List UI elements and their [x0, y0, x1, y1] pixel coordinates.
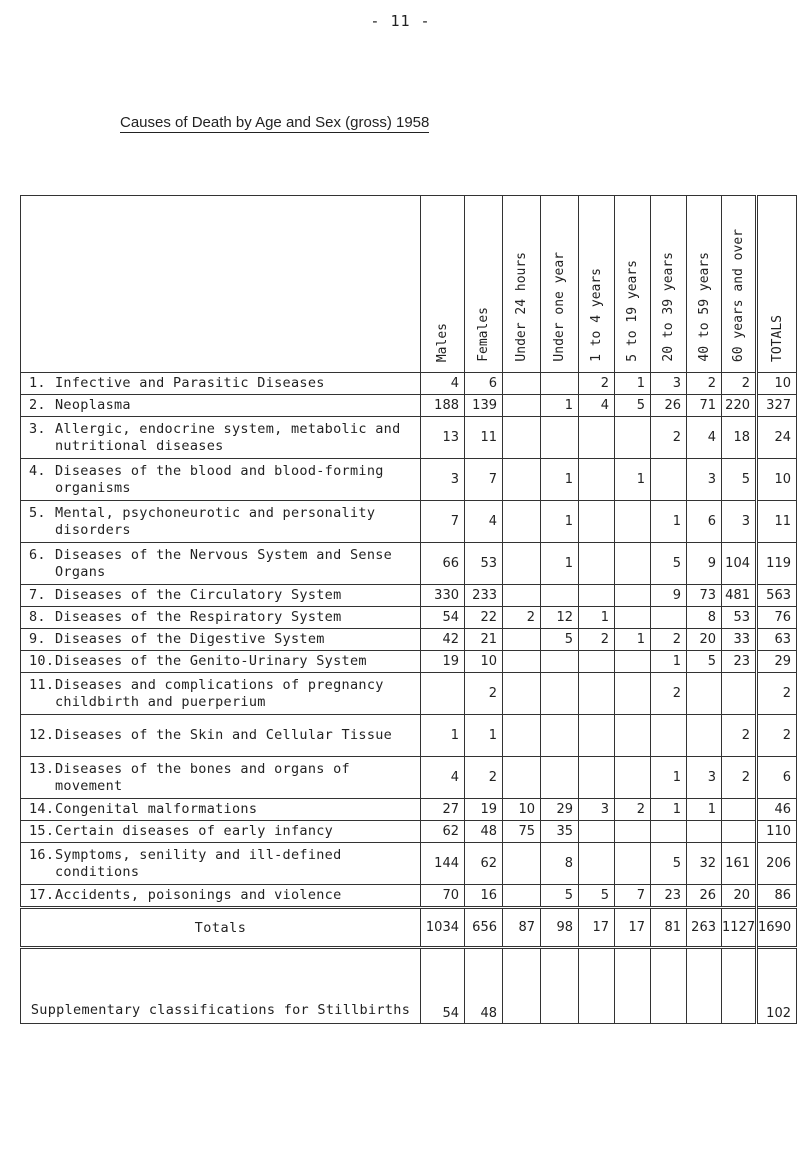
supplementary-value-cell — [615, 948, 651, 1024]
supplementary-value-cell — [687, 948, 722, 1024]
cause-label: Diseases of the Skin and Cellular Tissue — [55, 727, 393, 743]
value-cell: 327 — [757, 395, 797, 417]
value-cell: 1 — [651, 757, 687, 799]
value-cell: 22 — [465, 607, 503, 629]
value-cell: 8 — [541, 843, 579, 885]
value-cell: 5 — [722, 459, 757, 501]
value-cell — [503, 501, 541, 543]
table-body — [21, 373, 797, 1024]
value-cell — [615, 757, 651, 799]
value-cell: 19 — [421, 651, 465, 673]
table-row — [21, 757, 797, 799]
cause-number: 17. — [29, 887, 55, 903]
value-cell: 220 — [722, 395, 757, 417]
value-cell: 33 — [722, 629, 757, 651]
cause-label: Symptoms, senility and ill-defined conditions — [55, 846, 342, 880]
value-cell: 206 — [757, 843, 797, 885]
table-row — [21, 543, 797, 585]
value-cell — [503, 585, 541, 607]
table-row — [21, 501, 797, 543]
value-cell: 73 — [687, 585, 722, 607]
cause-label: Diseases of the Circulatory System — [55, 587, 342, 603]
value-cell — [579, 651, 615, 673]
value-cell: 21 — [465, 629, 503, 651]
column-header-label: 5 to 19 years — [625, 260, 640, 362]
value-cell: 9 — [651, 585, 687, 607]
value-cell: 46 — [757, 799, 797, 821]
value-cell: 7 — [615, 885, 651, 908]
value-cell — [579, 757, 615, 799]
value-cell — [579, 585, 615, 607]
value-cell: 23 — [651, 885, 687, 908]
value-cell: 16 — [465, 885, 503, 908]
value-cell: 1 — [541, 543, 579, 585]
value-cell: 1 — [615, 629, 651, 651]
supplementary-value-cell: 48 — [465, 948, 503, 1024]
supplementary-value-cell — [503, 948, 541, 1024]
value-cell: 2 — [615, 799, 651, 821]
supplementary-value-cell: 102 — [757, 948, 797, 1024]
column-header — [541, 196, 579, 373]
cause-cell — [21, 373, 421, 395]
cause-label: Neoplasma — [55, 397, 131, 413]
cause-cell — [21, 607, 421, 629]
column-header — [757, 196, 797, 373]
value-cell: 2 — [651, 629, 687, 651]
cause-number: 1. — [29, 375, 46, 391]
total-value-cell: 87 — [503, 908, 541, 948]
cause-label: Allergic, endocrine system, metabolic and nutritional diseases — [55, 420, 401, 454]
cause-label: Congenital malformations — [55, 801, 258, 817]
value-cell: 1 — [651, 799, 687, 821]
value-cell: 7 — [421, 501, 465, 543]
value-cell — [541, 373, 579, 395]
value-cell: 13 — [421, 417, 465, 459]
value-cell: 19 — [465, 799, 503, 821]
value-cell — [687, 715, 722, 757]
header-blank-cell — [21, 196, 421, 373]
column-header-label: TOTALS — [769, 315, 785, 362]
value-cell: 233 — [465, 585, 503, 607]
cause-label: Diseases of the bones and organs of movement — [55, 760, 350, 794]
value-cell: 3 — [687, 757, 722, 799]
total-value-cell: 1690 — [757, 908, 797, 948]
value-cell: 42 — [421, 629, 465, 651]
value-cell: 2 — [757, 715, 797, 757]
value-cell: 53 — [465, 543, 503, 585]
column-header-label: 20 to 39 years — [661, 252, 676, 362]
table-row — [21, 373, 797, 395]
cause-number: 3. — [29, 420, 46, 437]
cause-cell — [21, 417, 421, 459]
value-cell: 1 — [421, 715, 465, 757]
value-cell: 70 — [421, 885, 465, 908]
value-cell — [579, 715, 615, 757]
column-header — [615, 196, 651, 373]
value-cell — [579, 673, 615, 715]
value-cell: 481 — [722, 585, 757, 607]
table-row — [21, 885, 797, 908]
supplementary-value-cell — [541, 948, 579, 1024]
totals-label: Totals — [21, 908, 421, 948]
value-cell — [722, 821, 757, 843]
table-row — [21, 651, 797, 673]
value-cell: 119 — [757, 543, 797, 585]
value-cell — [615, 417, 651, 459]
cause-label: Diseases of the blood and blood-forming organisms — [55, 462, 384, 496]
cause-cell — [21, 673, 421, 715]
cause-number: 8. — [29, 609, 46, 625]
value-cell — [503, 673, 541, 715]
header-row — [21, 196, 797, 373]
value-cell — [503, 459, 541, 501]
value-cell — [687, 673, 722, 715]
value-cell: 3 — [421, 459, 465, 501]
value-cell: 27 — [421, 799, 465, 821]
cause-cell — [21, 843, 421, 885]
cause-label: Accidents, poisonings and violence — [55, 887, 342, 903]
page-title: Causes of Death by Age and Sex (gross) 1958 — [120, 114, 430, 131]
value-cell — [615, 501, 651, 543]
table-row — [21, 417, 797, 459]
value-cell: 330 — [421, 585, 465, 607]
value-cell: 10 — [503, 799, 541, 821]
total-value-cell: 656 — [465, 908, 503, 948]
value-cell: 76 — [757, 607, 797, 629]
value-cell: 110 — [757, 821, 797, 843]
value-cell: 2 — [579, 373, 615, 395]
value-cell — [615, 673, 651, 715]
value-cell: 2 — [722, 757, 757, 799]
cause-number: 12. — [29, 727, 55, 743]
value-cell — [503, 629, 541, 651]
value-cell — [503, 757, 541, 799]
value-cell: 1 — [615, 373, 651, 395]
supplementary-row — [21, 948, 797, 1024]
value-cell: 35 — [541, 821, 579, 843]
page-number: - 11 - — [370, 12, 431, 30]
value-cell: 26 — [651, 395, 687, 417]
value-cell: 10 — [757, 459, 797, 501]
cause-cell — [21, 757, 421, 799]
value-cell — [541, 417, 579, 459]
cause-label: Diseases of the Respiratory System — [55, 609, 342, 625]
value-cell: 6 — [465, 373, 503, 395]
value-cell: 1 — [465, 715, 503, 757]
table-row — [21, 843, 797, 885]
table-row — [21, 799, 797, 821]
value-cell — [579, 459, 615, 501]
value-cell: 3 — [722, 501, 757, 543]
value-cell — [503, 395, 541, 417]
value-cell — [579, 843, 615, 885]
value-cell — [651, 715, 687, 757]
table-row — [21, 629, 797, 651]
cause-number: 4. — [29, 462, 46, 479]
cause-number: 5. — [29, 504, 46, 521]
value-cell: 5 — [651, 543, 687, 585]
cause-number: 13. — [29, 760, 55, 777]
value-cell — [615, 585, 651, 607]
value-cell: 2 — [579, 629, 615, 651]
table-row — [21, 673, 797, 715]
table-row — [21, 395, 797, 417]
value-cell: 5 — [541, 629, 579, 651]
cause-number: 11. — [29, 676, 55, 693]
value-cell — [615, 715, 651, 757]
cause-cell — [21, 799, 421, 821]
value-cell — [579, 821, 615, 843]
value-cell: 1 — [651, 501, 687, 543]
supplementary-value-cell — [651, 948, 687, 1024]
cause-cell — [21, 715, 421, 757]
value-cell: 161 — [722, 843, 757, 885]
value-cell: 4 — [421, 757, 465, 799]
value-cell: 62 — [465, 843, 503, 885]
table-row — [21, 459, 797, 501]
value-cell: 4 — [421, 373, 465, 395]
column-header-label: 40 to 59 years — [696, 252, 712, 362]
column-header — [722, 196, 757, 373]
value-cell — [503, 843, 541, 885]
value-cell: 5 — [651, 843, 687, 885]
value-cell — [579, 417, 615, 459]
totals-row — [21, 908, 797, 948]
value-cell — [541, 715, 579, 757]
value-cell — [503, 885, 541, 908]
value-cell: 9 — [687, 543, 722, 585]
cause-cell — [21, 821, 421, 843]
column-header-label: Under 24 hours — [514, 252, 529, 362]
value-cell: 1 — [615, 459, 651, 501]
value-cell: 2 — [687, 373, 722, 395]
value-cell: 71 — [687, 395, 722, 417]
value-cell: 20 — [687, 629, 722, 651]
value-cell: 2 — [757, 673, 797, 715]
total-value-cell: 17 — [615, 908, 651, 948]
value-cell: 1 — [651, 651, 687, 673]
column-header-label: Females — [476, 307, 491, 362]
value-cell — [722, 799, 757, 821]
column-header-label: Males — [435, 322, 450, 362]
value-cell — [541, 651, 579, 673]
value-cell: 1 — [579, 607, 615, 629]
column-header-label: 1 to 4 years — [589, 268, 604, 362]
value-cell: 53 — [722, 607, 757, 629]
value-cell — [503, 417, 541, 459]
causes-of-death-table — [20, 195, 797, 1024]
cause-cell — [21, 651, 421, 673]
table-row — [21, 715, 797, 757]
value-cell: 5 — [541, 885, 579, 908]
value-cell — [651, 607, 687, 629]
value-cell: 2 — [465, 673, 503, 715]
value-cell — [541, 673, 579, 715]
cause-label: Diseases and complications of pregnancy childbirth and puerperium — [55, 676, 384, 710]
value-cell: 23 — [722, 651, 757, 673]
cause-cell — [21, 459, 421, 501]
supplementary-value-cell — [722, 948, 757, 1024]
value-cell: 7 — [465, 459, 503, 501]
total-value-cell: 98 — [541, 908, 579, 948]
value-cell — [615, 843, 651, 885]
table-row — [21, 607, 797, 629]
cause-cell — [21, 543, 421, 585]
value-cell: 6 — [687, 501, 722, 543]
value-cell: 3 — [579, 799, 615, 821]
column-header — [503, 196, 541, 373]
value-cell — [503, 651, 541, 673]
value-cell: 20 — [722, 885, 757, 908]
value-cell: 11 — [757, 501, 797, 543]
cause-label: Infective and Parasitic Diseases — [55, 375, 325, 391]
value-cell: 1 — [541, 501, 579, 543]
value-cell: 86 — [757, 885, 797, 908]
value-cell — [651, 459, 687, 501]
value-cell: 12 — [541, 607, 579, 629]
cause-label: Certain diseases of early infancy — [55, 823, 334, 839]
column-header — [687, 196, 722, 373]
column-header — [579, 196, 615, 373]
column-header-label: Under one year — [552, 252, 567, 362]
value-cell — [615, 651, 651, 673]
value-cell: 8 — [687, 607, 722, 629]
table-row — [21, 585, 797, 607]
value-cell: 3 — [687, 459, 722, 501]
supplementary-label: Supplementary classifications for Stillbirths — [21, 948, 421, 1024]
value-cell: 66 — [421, 543, 465, 585]
total-value-cell: 1127 — [722, 908, 757, 948]
value-cell: 6 — [757, 757, 797, 799]
cause-number: 9. — [29, 631, 46, 647]
value-cell: 4 — [579, 395, 615, 417]
value-cell — [687, 821, 722, 843]
value-cell: 3 — [651, 373, 687, 395]
cause-number: 10. — [29, 653, 55, 669]
value-cell: 188 — [421, 395, 465, 417]
value-cell: 144 — [421, 843, 465, 885]
value-cell — [615, 821, 651, 843]
column-header-label: 60 years and over — [731, 228, 746, 362]
value-cell: 63 — [757, 629, 797, 651]
cause-number: 15. — [29, 823, 55, 839]
value-cell: 62 — [421, 821, 465, 843]
value-cell — [722, 673, 757, 715]
value-cell: 4 — [465, 501, 503, 543]
value-cell: 11 — [465, 417, 503, 459]
value-cell: 75 — [503, 821, 541, 843]
value-cell: 48 — [465, 821, 503, 843]
total-value-cell: 1034 — [421, 908, 465, 948]
column-header — [651, 196, 687, 373]
cause-cell — [21, 501, 421, 543]
column-header — [421, 196, 465, 373]
value-cell: 10 — [757, 373, 797, 395]
supplementary-value-cell: 54 — [421, 948, 465, 1024]
value-cell: 1 — [541, 395, 579, 417]
column-header — [465, 196, 503, 373]
cause-number: 14. — [29, 801, 55, 817]
total-value-cell: 17 — [579, 908, 615, 948]
value-cell: 1 — [687, 799, 722, 821]
cause-cell — [21, 885, 421, 908]
value-cell — [541, 757, 579, 799]
value-cell — [503, 373, 541, 395]
value-cell: 10 — [465, 651, 503, 673]
value-cell — [541, 585, 579, 607]
supplementary-value-cell — [579, 948, 615, 1024]
cause-label: Diseases of the Genito-Urinary System — [55, 653, 367, 669]
value-cell: 29 — [541, 799, 579, 821]
value-cell — [503, 543, 541, 585]
value-cell: 2 — [722, 715, 757, 757]
value-cell: 139 — [465, 395, 503, 417]
cause-number: 2. — [29, 397, 46, 413]
value-cell — [579, 501, 615, 543]
value-cell: 5 — [579, 885, 615, 908]
value-cell: 2 — [651, 673, 687, 715]
value-cell: 18 — [722, 417, 757, 459]
value-cell: 104 — [722, 543, 757, 585]
cause-cell — [21, 629, 421, 651]
value-cell: 32 — [687, 843, 722, 885]
cause-number: 6. — [29, 546, 46, 563]
value-cell: 2 — [465, 757, 503, 799]
value-cell: 24 — [757, 417, 797, 459]
total-value-cell: 263 — [687, 908, 722, 948]
value-cell — [579, 543, 615, 585]
total-value-cell: 81 — [651, 908, 687, 948]
value-cell: 2 — [503, 607, 541, 629]
cause-number: 7. — [29, 587, 46, 603]
value-cell — [651, 821, 687, 843]
value-cell: 4 — [687, 417, 722, 459]
value-cell — [615, 543, 651, 585]
table-row — [21, 821, 797, 843]
value-cell — [421, 673, 465, 715]
cause-label: Diseases of the Digestive System — [55, 631, 325, 647]
value-cell: 5 — [687, 651, 722, 673]
cause-cell — [21, 395, 421, 417]
value-cell: 1 — [541, 459, 579, 501]
value-cell: 29 — [757, 651, 797, 673]
cause-cell — [21, 585, 421, 607]
cause-number: 16. — [29, 846, 55, 863]
value-cell — [503, 715, 541, 757]
value-cell: 563 — [757, 585, 797, 607]
value-cell: 5 — [615, 395, 651, 417]
value-cell: 2 — [722, 373, 757, 395]
cause-label: Mental, psychoneurotic and personality disorders — [55, 504, 376, 538]
value-cell: 26 — [687, 885, 722, 908]
value-cell: 54 — [421, 607, 465, 629]
cause-label: Diseases of the Nervous System and Sense Organs — [55, 546, 393, 580]
value-cell — [615, 607, 651, 629]
value-cell: 2 — [651, 417, 687, 459]
